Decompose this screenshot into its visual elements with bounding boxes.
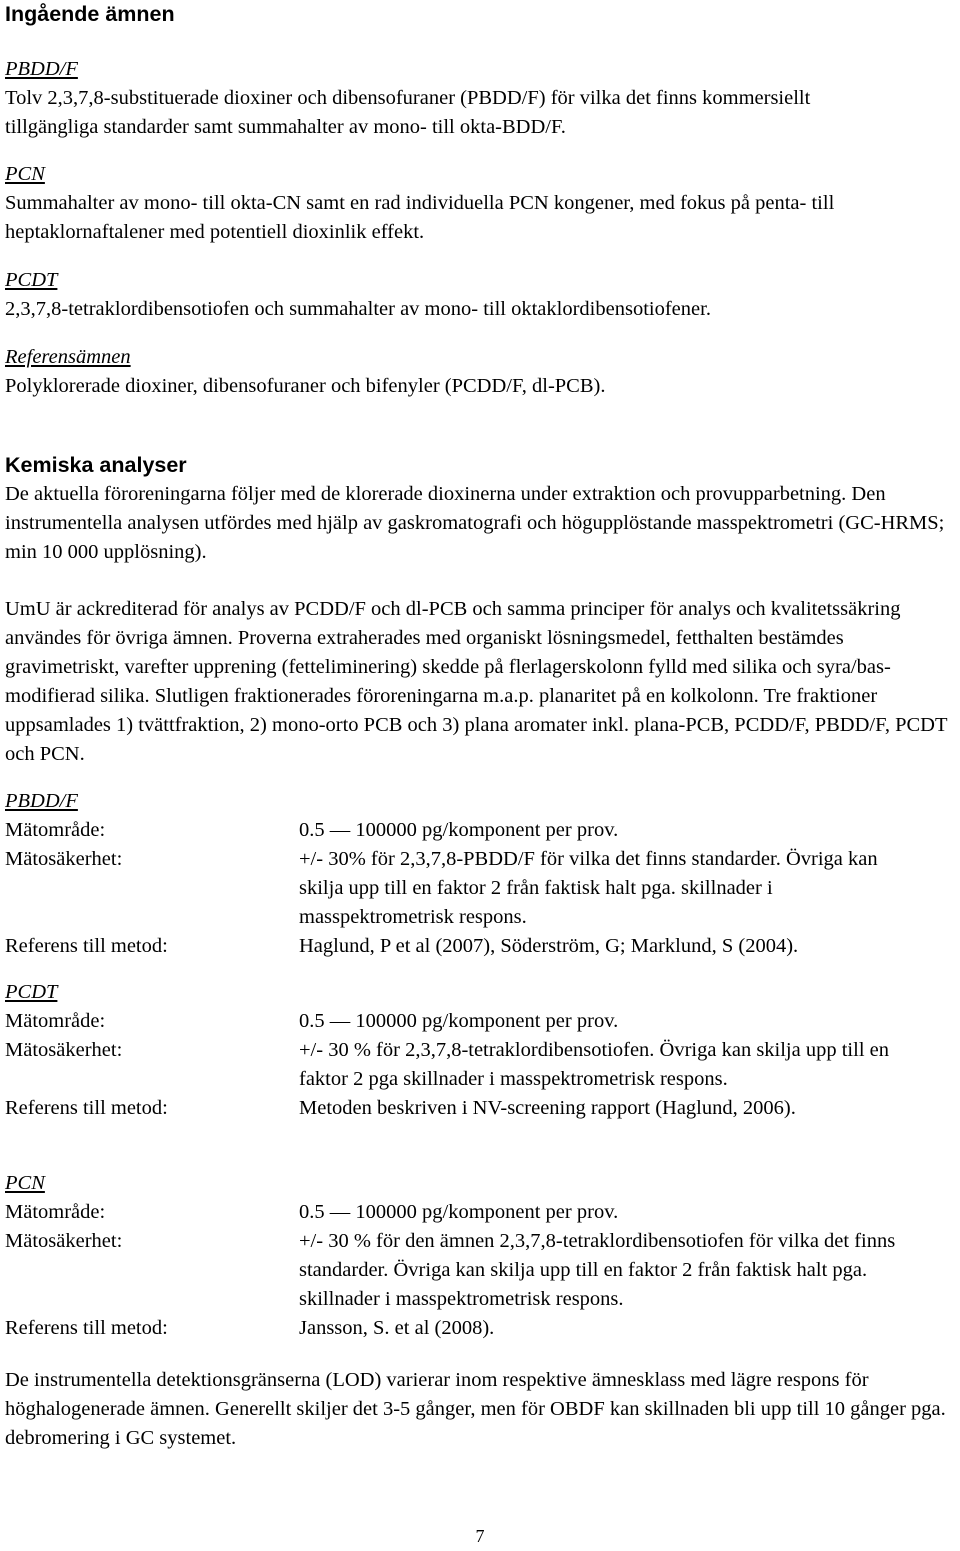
heading-ingaende: Ingående ämnen [5, 2, 175, 26]
method-reference-row [5, 1094, 957, 1123]
uncertainty-label: Mätosäkerhet: [5, 848, 123, 870]
method-range-row [5, 1007, 957, 1036]
range-label: Mätområde: [5, 1201, 106, 1223]
range-label: Mätområde: [5, 1010, 106, 1032]
section-ingaende [5, 0, 175, 29]
reference-value: Haglund, P et al (2007), Söderström, G; Marklund, S (2004). [299, 935, 799, 957]
uncertainty-value: +/- 30% för 2,3,7,8-PBDD/F för vilka det finns standarder. Övriga kan skilja upp till en faktor 2 från faktisk halt pga. skillnader i masspektrometrisk respons. [299, 848, 878, 928]
text-pbdd: Tolv 2,3,7,8-substituerade dioxiner och dibensofuraner (PBDD/F) för vilka det finns kommersiellt tillgängliga standarder samt summahalter av mono- till okta-BDD/F. [5, 87, 811, 138]
text-kemiska-p1: De aktuella föroreningarna följer med de klorerade dioxinerna under extraktion och provupparbetning. Den instrumentella analysen utfördes med hjälp av gaskromatografi och högupplöstande masspektrometri (GC-HRMS; min 10 000 upplösning). [5, 483, 945, 563]
method-title: PCN [5, 1172, 45, 1194]
reference-value: Jansson, S. et al (2008). [299, 1317, 495, 1339]
uncertainty-value: +/- 30 % för den ämnen 2,3,7,8-tetraklordibensotiofen för vilka det finns standarder. Övriga kan skilja upp till en faktor 2 från faktisk halt pga. skillnader i masspektrometrisk respons. [299, 1230, 896, 1310]
heading-kemiska: Kemiska analyser [5, 453, 187, 477]
block-pcn [5, 160, 957, 247]
block-referens [5, 343, 957, 401]
range-value: 0.5 — 100000 pg/komponent per prov. [299, 819, 619, 841]
text-pcdt: 2,3,7,8-tetraklordibensotiofen och summahalter av mono- till oktaklordibensotiofener. [5, 298, 711, 320]
text-pcn: Summahalter av mono- till okta-CN samt en rad individuella PCN kongener, med fokus på penta- till heptaklornaftalener med potentiell dioxinlik effekt. [5, 192, 835, 243]
subheading-referens: Referensämnen [5, 346, 131, 368]
method-block-pcdt [5, 978, 957, 1123]
subheading-pbdd: PBDD/F [5, 58, 78, 80]
method-title: PBDD/F [5, 790, 78, 812]
reference-label: Referens till metod: [5, 1097, 168, 1119]
method-uncertainty-row [5, 1036, 957, 1094]
reference-label: Referens till metod: [5, 935, 168, 957]
text-lod: De instrumentella detektionsgränserna (LOD) varierar inom respektive ämnesklass med lägre respons för höghalogenerade ämnen. Generellt skiljer det 3-5 gånger, men för OBDF kan skillnaden bli upp till 10 gånger pga. debromering i GC systemet. [5, 1369, 946, 1449]
range-label: Mätområde: [5, 819, 106, 841]
method-title: PCDT [5, 981, 58, 1003]
page-number: 7 [475, 1526, 485, 1546]
reference-value: Metoden beskriven i NV-screening rapport (Haglund, 2006). [299, 1097, 796, 1119]
uncertainty-label: Mätosäkerhet: [5, 1230, 123, 1252]
uncertainty-label: Mätosäkerhet: [5, 1039, 123, 1061]
text-referens: Polyklorerade dioxiner, dibensofuraner och bifenyler (PCDD/F, dl-PCB). [5, 375, 606, 397]
section-kemiska [5, 451, 957, 567]
lod-paragraph [5, 1366, 950, 1453]
method-block-pbdd [5, 787, 957, 961]
method-range-row [5, 816, 957, 845]
method-reference-row [5, 1314, 957, 1343]
method-uncertainty-row [5, 1227, 957, 1314]
block-pcdt [5, 266, 957, 324]
range-value: 0.5 — 100000 pg/komponent per prov. [299, 1201, 619, 1223]
text-kemiska-p2: UmU är ackrediterad för analys av PCDD/F och dl-PCB och samma principer för analys och kvalitetssäkring användes för övriga ämnen. Proverna extraherades med organiskt lösningsmedel, fetthalten bestämdes gravimetriskt, varefter upprening (fetteliminering) skedde på flerlagerskolonn fylld med silika och syra/bas-modifierad silika. Slutligen fraktionerades föroreningarna m.a.p. planaritet på en kolkolonn. Tre fraktioner uppsamlades 1) tvättfraktion, 2) mono-orto PCB och 3) plana aromater inkl. plana-PCB, PCDD/F, PBDD/F, PCDT och PCN. [5, 598, 948, 765]
section-umu [5, 595, 957, 769]
uncertainty-value: +/- 30 % för 2,3,7,8-tetraklordibensotiofen. Övriga kan skilja upp till en faktor 2 pga skillnader i masspektrometrisk respons. [299, 1039, 889, 1090]
method-reference-row [5, 932, 957, 961]
range-value: 0.5 — 100000 pg/komponent per prov. [299, 1010, 619, 1032]
method-uncertainty-row [5, 845, 957, 932]
block-pbdd [5, 55, 957, 142]
reference-label: Referens till metod: [5, 1317, 168, 1339]
subheading-pcdt: PCDT [5, 269, 58, 291]
method-range-row [5, 1198, 957, 1227]
method-block-pcn [5, 1169, 957, 1343]
subheading-pcn: PCN [5, 163, 45, 185]
